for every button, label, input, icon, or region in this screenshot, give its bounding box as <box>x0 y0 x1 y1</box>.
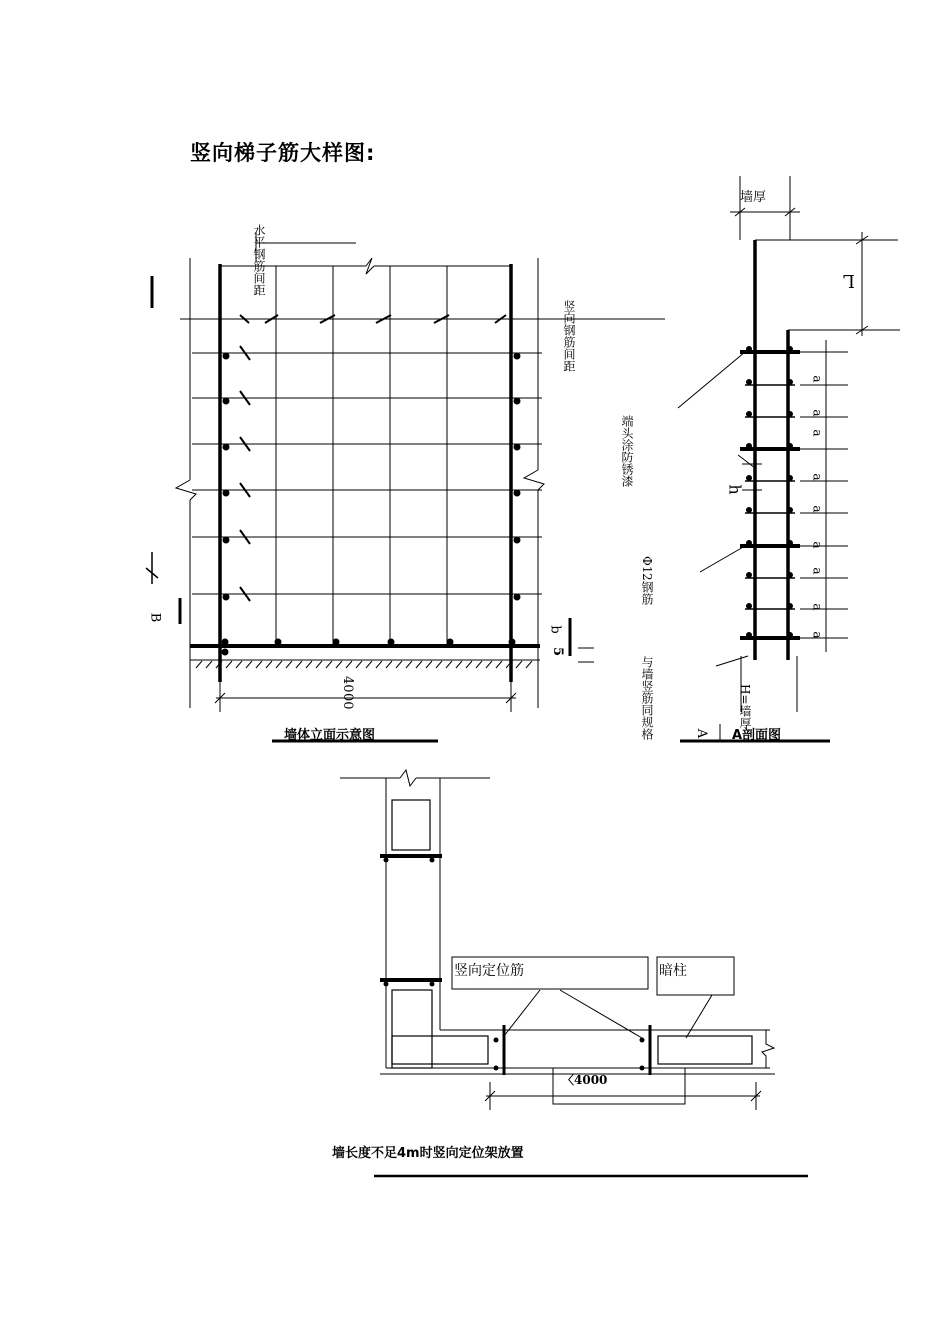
wall-thickness-label: 墙厚 <box>740 190 767 205</box>
a-label-7: a <box>810 567 825 575</box>
section-caption-a: A <box>694 728 710 739</box>
vertical-spacing-label: 竖向钢筋间距 <box>562 300 576 372</box>
l-label: L <box>843 270 855 291</box>
hidden-column-label: 暗柱 <box>659 963 687 979</box>
a-label-9: a <box>810 631 825 639</box>
h-label: h <box>725 484 745 495</box>
section-view <box>678 176 900 741</box>
elevation-view <box>146 232 665 741</box>
a-label-4: a <box>810 473 825 481</box>
spec-label: 与墙竖筋同规格 <box>640 656 654 740</box>
ground-hatch <box>196 661 532 668</box>
a-label-3: a <box>810 429 825 437</box>
a-label-2: a <box>810 409 825 417</box>
horizontal-spacing-label: 水平钢筋间距 <box>252 224 266 296</box>
plan-view <box>340 770 808 1176</box>
section-caption: A剖面图 <box>732 728 782 743</box>
a-label-6: a <box>810 541 825 549</box>
mark-b-small: b <box>547 625 563 634</box>
h-equals-label: H=墙厚 <box>738 684 752 729</box>
mark-b: B <box>147 612 163 623</box>
a-label-1: a <box>810 375 825 383</box>
locating-bar-label: 竖向定位筋 <box>454 963 524 979</box>
a-label-5: a <box>810 505 825 513</box>
plan-caption: 墙长度不足4m时竖向定位架放置 <box>332 1146 524 1161</box>
end-paint-label: 端头涂防锈漆 <box>620 415 634 487</box>
bar-diameter-label: Φ12钢筋 <box>640 556 654 606</box>
elevation-caption: 墙体立面示意图 <box>284 728 376 743</box>
a-label-8: a <box>810 603 825 611</box>
dimension-4000: 4000 <box>340 676 355 710</box>
length-label: 〈4000 <box>562 1073 608 1087</box>
mark-5: 5 <box>550 646 566 657</box>
page-title: 竖向梯子筋大样图: <box>190 141 376 165</box>
